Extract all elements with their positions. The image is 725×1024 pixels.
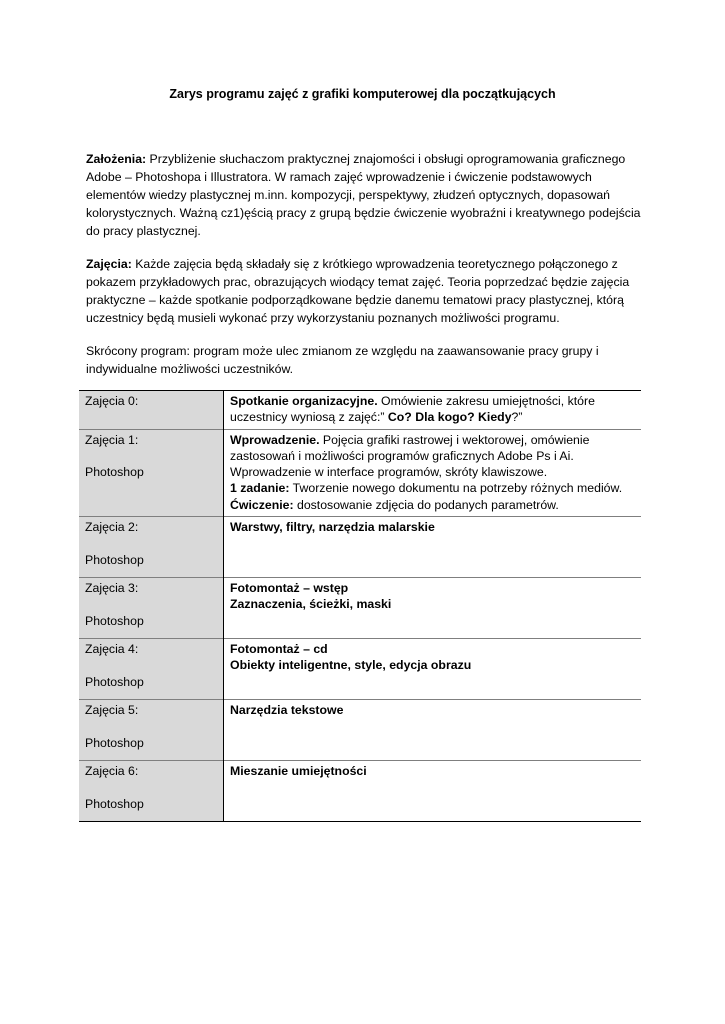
topic-line-2: Zaznaczenia, ścieżki, maski: [230, 597, 392, 612]
session-label-cell: [79, 391, 224, 430]
topic-line-1: Narzędzia tekstowe: [230, 703, 344, 718]
table-row: [79, 761, 641, 822]
intro-bold: Wprowadzenie.: [230, 432, 320, 447]
session-topic-cell: [224, 761, 642, 822]
topic-line-1: Fotomontaż – cd: [230, 642, 328, 657]
session-topic-cell: [224, 639, 642, 700]
session-label: Zajęcia 1:: [85, 432, 139, 447]
intro-text: Pojęcia grafiki rastrowej i wektorowej, omówienie zastosowań i możliwości programów graficznych Adobe Ps i Ai. Wprowadzenie w interface programów, skróty klawiszowe.: [230, 432, 590, 480]
topic-bold-questions: Co? Dla kogo? Kiedy: [387, 410, 512, 425]
topic-bold: Spotkanie organizacyjne.: [230, 394, 378, 408]
classes-paragraph: [86, 255, 642, 327]
topic-line-1: Fotomontaż – wstęp: [230, 581, 349, 596]
session-label: Zajęcia 0:: [85, 394, 139, 408]
task-bold: 1 zadanie:: [230, 481, 290, 496]
session-label: Zajęcia 2:: [85, 520, 139, 535]
exercise-text: dostosowanie zdjęcia do podanych parametrów.: [293, 497, 559, 512]
topic-text-end: ?”: [511, 410, 523, 425]
task-text: Tworzenie nowego dokumentu na potrzeby różnych mediów.: [289, 481, 623, 496]
session-label: Zajęcia 5:: [85, 703, 139, 718]
session-topic-cell: [224, 391, 642, 430]
session-label-cell: [79, 517, 224, 578]
topic-text: Omówienie zakresu umiejętności, które uczestnicy wyniosą z zajęć:”: [230, 394, 595, 425]
session-label-cell: [79, 700, 224, 761]
page-title: Zarys programu zajęć z grafiki komputerowej dla początkujących: [169, 87, 556, 101]
classes-text: Każde zajęcia będą składały się z krótkiego wprowadzenia teoretycznego połączonego z pokazem przykładowych prac, obrazujących wiodący temat zajęć. Teoria poprzedzać będzie zajęcia praktyczne – każde spotkanie podporządkowane będzie danemu tematowi pracy plastycznej, którą uczestnicy będą musieli wykonać przy wykorzystaniu poznanych możliwości programu.: [86, 257, 630, 325]
session-topic-cell: [224, 517, 642, 578]
classes-label: Zajęcia:: [86, 257, 132, 271]
session-topic-cell: [224, 429, 642, 516]
session-topic-cell: [224, 578, 642, 639]
table-row: [79, 429, 641, 516]
assumptions-text: Przybliżenie słuchaczom praktycznej znajomości i obsługi oprogramowania graficznego Adobe – Photoshopa i Illustratora. W ramach zajęć wprowadzenie i ćwiczenie podstawowych elementów wiedzy plastycznej m.inn. kompozycji, perspektywy, złudzeń optycznych, dopasowań kolorystycznych. Ważną cz1)ęścią pracy z grupą będzie ćwiczenie wyobraźni i kreatywnego podejścia do pracy plastycznej.: [86, 152, 641, 238]
short-program-text: Skrócony program: program może ulec zmianom ze względu na zaawansowanie pracy grupy i indywidualne możliwości uczestników.: [86, 344, 599, 376]
program-table: [79, 390, 641, 822]
table-row: [79, 700, 641, 761]
assumptions-label: Założenia:: [86, 152, 147, 166]
session-software: Photoshop: [85, 735, 144, 750]
session-software: Photoshop: [85, 552, 144, 567]
session-label-cell: [79, 761, 224, 822]
assumptions-paragraph: [86, 150, 642, 240]
session-label-cell: [79, 639, 224, 700]
topic-line-2: Obiekty inteligentne, style, edycja obrazu: [230, 658, 472, 673]
session-software: Photoshop: [85, 674, 144, 689]
session-software: Photoshop: [85, 796, 144, 811]
topic-line-1: Mieszanie umiejętności: [230, 764, 367, 779]
table-row: [79, 639, 641, 700]
table-row: [79, 578, 641, 639]
session-label: Zajęcia 6:: [85, 764, 139, 779]
session-label: Zajęcia 4:: [85, 642, 139, 657]
table-row: [79, 517, 641, 578]
session-label-cell: [79, 429, 224, 516]
topic-line-1: Warstwy, filtry, narzędzia malarskie: [230, 520, 435, 535]
session-label: Zajęcia 3:: [85, 581, 139, 596]
exercise-bold: Ćwiczenie:: [230, 497, 294, 512]
short-program-paragraph: [86, 342, 642, 378]
session-software: Photoshop: [85, 613, 144, 628]
session-label-cell: [79, 578, 224, 639]
session-software: Photoshop: [85, 465, 144, 480]
session-topic-cell: [224, 700, 642, 761]
table-row: [79, 391, 641, 430]
